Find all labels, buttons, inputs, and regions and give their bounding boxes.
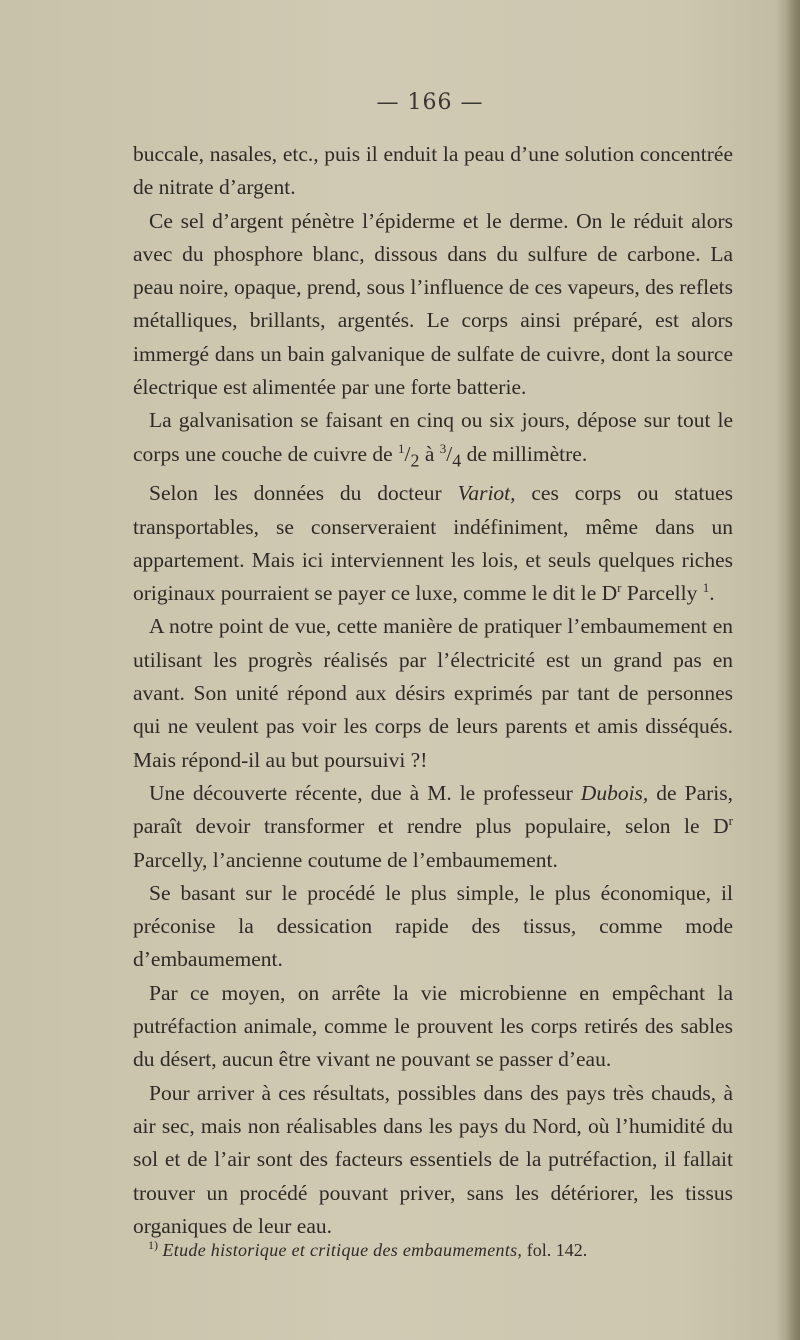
- text-run: r: [728, 813, 733, 829]
- paragraph: [133, 477, 733, 610]
- footnote-marker: 1): [148, 1238, 158, 1252]
- footnote-rest: fol. 142.: [522, 1240, 588, 1260]
- text-run: Pour arriver à ces résultats, possibles dans des pays très chauds, à air sec, mais non réalisables dans les pays du Nord, où l’humidité du sol et de l’air sont des facteurs essentiels de la putréfaction, il fallait trouver un procédé pouvant priver, sans les détériorer, les tissus organiques de leur eau.: [133, 1080, 733, 1238]
- paragraph: [133, 404, 733, 477]
- text-run: A notre point de vue, cette manière de pratiquer l’embaumement en utilisant les progrès réalisés par l’électricité est un grand pas en avant. Son unité répond aux désirs exprimés par tant de personnes qui ne veulent pas voir les corps de leurs parents et amis disséqués. Mais répond-il au but poursuivi ?!: [133, 614, 733, 772]
- text-run: Parcelly, l’ancienne coutume de l’embaumement.: [133, 847, 558, 872]
- paragraph: [133, 138, 733, 205]
- text-run: Parcelly: [621, 581, 703, 606]
- text-run: /: [404, 441, 411, 466]
- paragraph: [133, 877, 733, 977]
- text-run: r: [617, 580, 622, 595]
- text-run: .: [709, 581, 715, 606]
- text-run: de Paris, paraît devoir transformer et rendre plus populaire, selon le D: [133, 780, 733, 839]
- text-run: Ce sel d’argent pénètre l’épiderme et le derme. On le réduit alors avec du phosphore blanc, dissous dans du sulfure de carbone. La peau noire, opaque, prend, sous l’influence de ces vapeurs, des reflets métalliques, brillants, argentés. Le corps ainsi préparé, est alors immergé dans un bain galvanique de sulfate de cuivre, dont la source électrique est alimentée par une forte batterie.: [133, 208, 733, 400]
- text-run: à: [419, 441, 440, 466]
- paragraph: [133, 777, 733, 877]
- text-run: Se basant sur le procédé le plus simple, le plus économique, il préconise la dessication rapide des tissus, comme mode d’embaumement.: [133, 880, 733, 972]
- text-run: Une découverte récente, due à M. le professeur: [149, 780, 581, 805]
- text-run: Selon les données du docteur: [149, 481, 458, 506]
- text-run: Dubois,: [580, 780, 649, 805]
- paragraph: [133, 977, 733, 1077]
- paragraph: [133, 610, 733, 776]
- text-run: La galvanisation se faisant en cinq ou six jours, dépose sur tout le corps une couche de cuivre de: [133, 408, 733, 466]
- text-run: 1: [702, 580, 710, 595]
- text-run: ces corps ou statues transportables, se conserveraient indéfiniment, même dans un appartement. Mais ici interviennent les lois, et seuls quelques riches originaux pourraient se payer ce luxe, comme le dit le D: [133, 481, 733, 606]
- text-run: Variot,: [457, 481, 516, 506]
- text-run: 3: [439, 440, 447, 456]
- text-run: 1: [398, 440, 405, 456]
- text-run: 4: [452, 449, 462, 470]
- paragraph: [133, 205, 733, 405]
- body-text: [133, 138, 733, 1243]
- footnote-title: Etude historique et critique des embaumements,: [162, 1240, 523, 1260]
- page-edge-shadow: [786, 0, 800, 1340]
- page-number: — 166 —: [376, 90, 484, 115]
- text-run: de millimètre.: [461, 441, 588, 466]
- footnote: [148, 1238, 708, 1261]
- text-run: Par ce moyen, on arrête la vie microbienne en empêchant la putréfaction animale, comme le prouvent les corps retirés des sables du désert, aucun être vivant ne pouvant se passer d’eau.: [133, 980, 733, 1072]
- text-run: /: [446, 441, 453, 466]
- paragraph: [133, 1077, 733, 1243]
- text-run: 2: [410, 449, 420, 470]
- text-run: buccale, nasales, etc., puis il enduit la peau d’une solution concentrée de nitrate d’argent.: [133, 142, 733, 200]
